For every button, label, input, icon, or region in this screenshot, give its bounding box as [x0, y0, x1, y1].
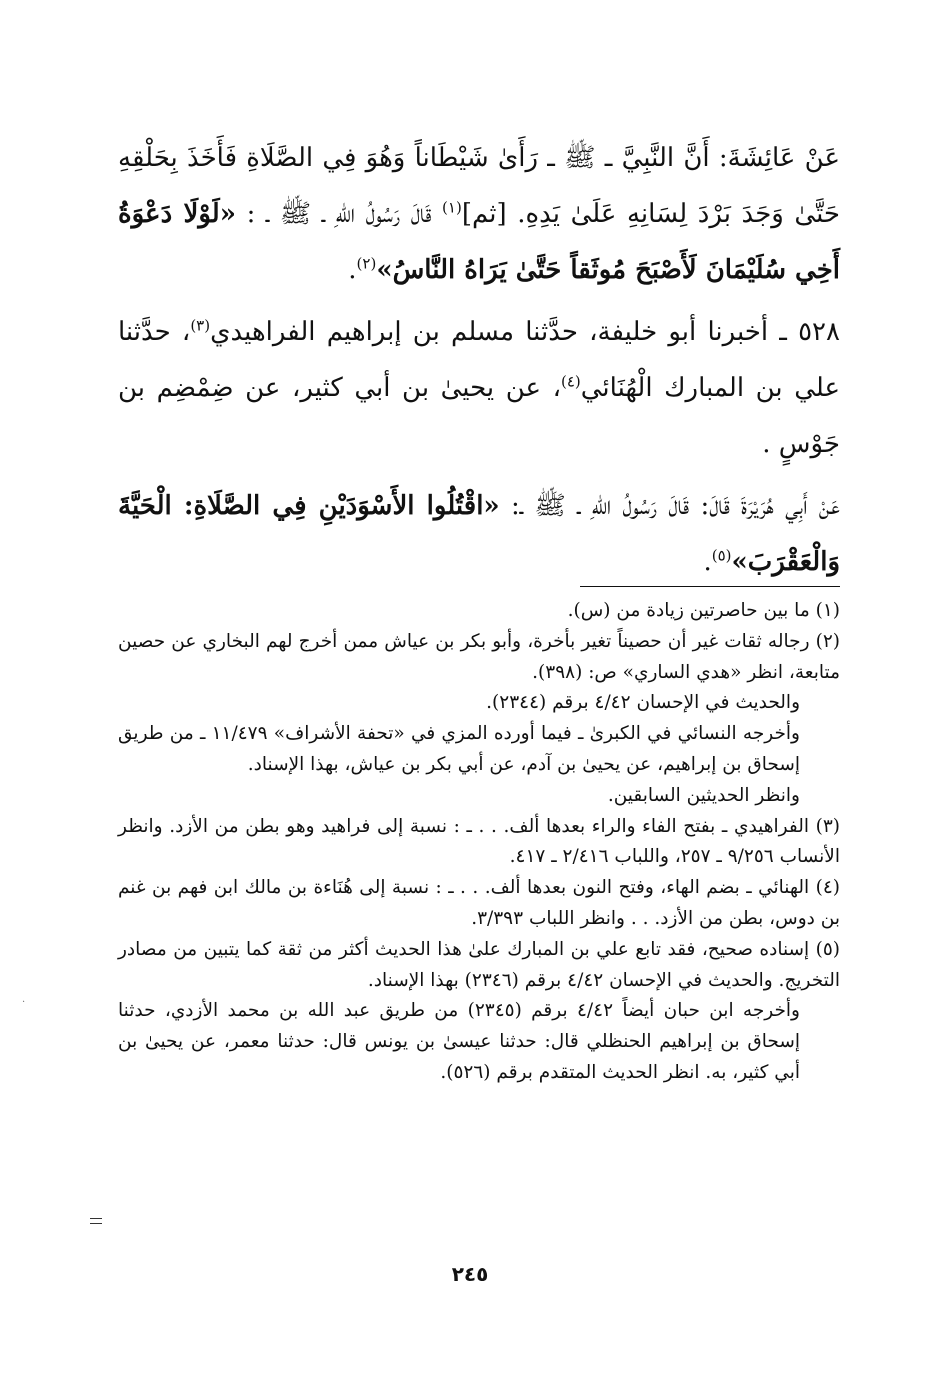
- footnote-ref-2: (٢): [356, 254, 377, 273]
- footnote-2-see-also: وانظر الحديثين السابقين.: [607, 784, 800, 806]
- footnote-5: (٥) إسناده صحيح، فقد تابع علي بن المبارك علىٰ هذا الحديث أكثر من ثقة كما يتبين من مصادر التخريج. والحديث في الإحسان ٤/٤٢ برقم (٢٣٤٦) بهذا الإسناد.: [118, 938, 840, 991]
- footnote-4: (٤) الهنائي ـ بضم الهاء، وفتح النون بعدها ألف. . . ـ : نسبة إلى هُنَاءة بن مالك ابن فهم بن غنم بن دوس، بطن من الأزد. . . وانظر اللباب ٣/٣٩٣.: [118, 877, 840, 929]
- scan-mark: [90, 1218, 102, 1224]
- hadith-abu-hurayra-end: .: [703, 547, 712, 577]
- isnad-528: [118, 304, 840, 472]
- hadith-aisha-continuation: قَالَ رَسُولُ اللهِ ـ ﷺ ـ :: [246, 199, 443, 229]
- main-text: [118, 130, 840, 590]
- hadith-abu-hurayra: [118, 478, 840, 590]
- footnote-2: (٢) رجاله ثقات غير أن حصيناً تغير بأخرة، وأبو بكر بن عياش ممن أخرج لهم البخاري عن حصين متابعة، انظر «هدي الساري» ص: (٣٩٨).: [118, 630, 840, 683]
- hadith-aisha-text: عَنْ عَائِشَةَ: أَنَّ النَّبِيَّ ـ ﷺ ـ رَأَىٰ شَيْطَاناً وَهُوَ فِي الصَّلَاةِ فَأَخَذَ بِحَلْقِهِ حَتَّىٰ وَجَدَ بَرْدَ لِسَانِهِ عَلَىٰ يَدِهِ. [ثم]: [118, 143, 841, 229]
- scan-speck: ·: [22, 997, 26, 1008]
- footnotes: [118, 596, 840, 1089]
- footnote-separator: [580, 586, 840, 587]
- hadith-aisha-quote: «لَوْلَا دَعْوَةُ أَخِي سُلَيْمَانَ لَأَصْبَحَ مُوثَقاً حَتَّىٰ يَرَاهُ النَّاسُ»: [118, 199, 840, 285]
- isnad-528-end: ، عن يحيىٰ بن أبي كثير، عن ضِمْضِم بن جَوْسٍ .: [118, 373, 840, 459]
- footnote-ref-3: (٣): [190, 316, 211, 335]
- hadith-abu-hurayra-quote: «اقْتُلُوا الأَسْوَدَيْنِ فِي الصَّلَاةِ: الْحَيَّةَ وَالْعَقْرَبَ»: [118, 491, 840, 577]
- footnote-5-ibn-hibban: وأخرجه ابن حبان أيضاً ٤/٤٢ برقم (٢٣٤٥) من طريق عبد الله بن محمد الأزدي، حدثنا إسحاق بن إبراهيم الحنظلي قال: حدثنا عيسىٰ بن يونس قال: حدثنا معمر، عن يحيىٰ بن أبي كثير، به. انظر الحديث المتقدم برقم (٥٢٦).: [118, 1000, 800, 1083]
- footnote-2-nasai: وأخرجه النسائي في الكبرىٰ ـ فيما أورده المزي في «تحفة الأشراف» ١١/٤٧٩ ـ من طريق إسحاق بن إبراهيم، عن يحيىٰ بن آدم، عن أبي بكر بن عياش، بهذا الإسناد.: [118, 723, 800, 775]
- isnad-528-continuation: ، حدَّثنا علي بن المبارك الْهُنَائي: [118, 317, 841, 403]
- footnote-3: (٣) الفراهيدي ـ بفتح الفاء والراء بعدها ألف. . . ـ : نسبة إلى فراهيد وهو بطن من الأزد. وانظر الأنساب ٩/٢٥٦ ـ ٢٥٧، واللباب ٢/٤١٦ ـ ٤١٧.: [118, 815, 840, 868]
- hadith-abu-hurayra-text: عَنْ أَبِي هُرَيْرَةَ قَالَ: قَالَ رَسُولُ اللهِ ـ ﷺ ـ:: [499, 491, 840, 521]
- footnote-1: (١) ما بين حاصرتين زيادة من (س).: [567, 600, 840, 621]
- footnote-ref-1: (١): [442, 198, 462, 217]
- page-number: ٢٤٥: [451, 1262, 489, 1286]
- isnad-528-text: ٥٢٨ ـ أخبرنا أبو خليفة، حدَّثنا مسلم بن إبراهيم الفراهيدي: [210, 317, 840, 347]
- footnote-ref-5: (٥): [711, 546, 732, 565]
- hadith-aisha-end: .: [348, 255, 357, 285]
- footnote-2-ihsan: والحديث في الإحسان ٤/٤٢ برقم (٢٣٤٤).: [486, 692, 800, 714]
- hadith-aisha: [118, 130, 840, 298]
- footnote-ref-4: (٤): [560, 372, 581, 391]
